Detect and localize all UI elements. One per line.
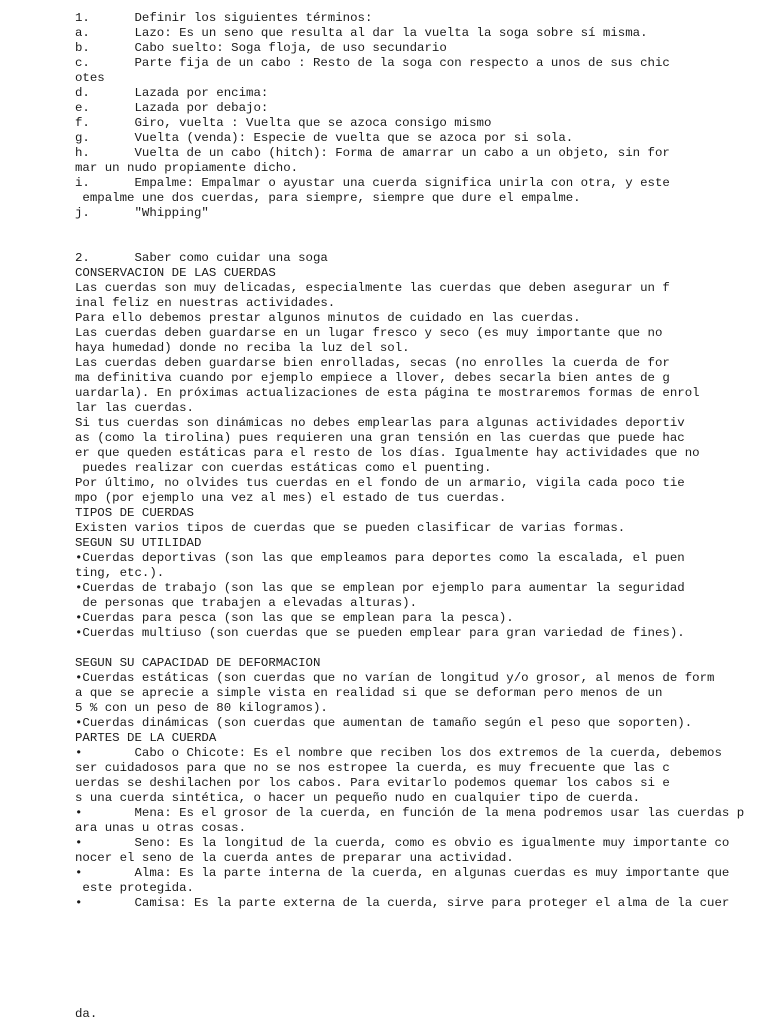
- blank-line: [75, 641, 765, 656]
- text-line: • Cabo o Chicote: Es el nombre que reciben los dos extremos de la cuerda, debemos: [75, 746, 722, 760]
- text-line: 5 % con un peso de 80 kilogramos).: [75, 701, 328, 715]
- blank-line: [75, 236, 765, 251]
- text-line: Por último, no olvides tus cuerdas en el fondo de un armario, vigila cada poco tie: [75, 476, 685, 490]
- text-line: a. Lazo: Es un seno que resulta al dar la vuelta la soga sobre sí misma.: [75, 26, 648, 40]
- text-line: 1. Definir los siguientes términos:: [75, 11, 373, 25]
- text-line: Para ello debemos prestar algunos minutos de cuidado en las cuerdas.: [75, 311, 581, 325]
- text-line: •Cuerdas para pesca (son las que se emplean para la pesca).: [75, 611, 514, 625]
- text-line: uardarla). En próximas actualizaciones de esta página te mostraremos formas de enrol: [75, 386, 700, 400]
- text-line: Las cuerdas son muy delicadas, especialmente las cuerdas que deben asegurar un f: [75, 281, 670, 295]
- text-line: nocer el seno de la cuerda antes de preparar una actividad.: [75, 851, 514, 865]
- text-line: Existen varios tipos de cuerdas que se pueden clasificar de varias formas.: [75, 521, 626, 535]
- text-line: Si tus cuerdas son dinámicas no debes emplearlas para algunas actividades deportiv: [75, 416, 685, 430]
- text-line: s una cuerda sintética, o hacer un pequeño nudo en cualquier tipo de cuerda.: [75, 791, 641, 805]
- page-tail-text: da.: [75, 1007, 98, 1021]
- text-line: TIPOS DE CUERDAS: [75, 506, 194, 520]
- text-line: SEGUN SU UTILIDAD: [75, 536, 202, 550]
- text-line: •Cuerdas estáticas (son cuerdas que no varían de longitud y/o grosor, al menos de form: [75, 671, 715, 685]
- text-line: •Cuerdas de trabajo (son las que se emplean por ejemplo para aumentar la seguridad: [75, 581, 685, 595]
- text-line: b. Cabo suelto: Soga floja, de uso secundario: [75, 41, 447, 55]
- text-line: 2. Saber como cuidar una soga: [75, 251, 328, 265]
- text-line: • Mena: Es el grosor de la cuerda, en función de la mena podremos usar las cuerdas p: [75, 806, 745, 820]
- text-line: de personas que trabajen a elevadas alturas).: [75, 596, 418, 610]
- text-line: as (como la tirolina) pues requieren una gran tensión en las cuerdas que puede hac: [75, 431, 685, 445]
- text-line: a que se aprecie a simple vista en realidad si que se deforman pero menos de un: [75, 686, 663, 700]
- document-body: [75, 11, 765, 911]
- text-line: f. Giro, vuelta : Vuelta que se azoca consigo mismo: [75, 116, 492, 130]
- text-line: • Alma: Es la parte interna de la cuerda, en algunas cuerdas es muy importante que: [75, 866, 730, 880]
- text-line: •Cuerdas multiuso (son cuerdas que se pueden emplear para gran variedad de fines).: [75, 626, 685, 640]
- text-line: •Cuerdas deportivas (son las que empleamos para deportes como la escalada, el puen: [75, 551, 685, 565]
- text-line: j. "Whipping": [75, 206, 209, 220]
- blank-line: [75, 221, 765, 236]
- text-line: h. Vuelta de un cabo (hitch): Forma de amarrar un cabo a un objeto, sin for: [75, 146, 670, 160]
- text-line: e. Lazada por debajo:: [75, 101, 269, 115]
- text-line: otes: [75, 71, 105, 85]
- text-line: PARTES DE LA CUERDA: [75, 731, 217, 745]
- text-line: er que queden estáticas para el resto de los días. Igualmente hay actividades que no: [75, 446, 700, 460]
- text-line: mar un nudo propiamente dicho.: [75, 161, 299, 175]
- text-line: CONSERVACION DE LAS CUERDAS: [75, 266, 276, 280]
- text-line: SEGUN SU CAPACIDAD DE DEFORMACION: [75, 656, 321, 670]
- text-line: ma definitiva cuando por ejemplo empiece a llover, debes secarla bien antes de g: [75, 371, 670, 385]
- text-line: Las cuerdas deben guardarse bien enrolladas, secas (no enrolles la cuerda de for: [75, 356, 670, 370]
- text-line: d. Lazada por encima:: [75, 86, 269, 100]
- text-line: c. Parte fija de un cabo : Resto de la soga con respecto a unos de sus chic: [75, 56, 670, 70]
- text-line: este protegida.: [75, 881, 194, 895]
- text-line: mpo (por ejemplo una vez al mes) el estado de tus cuerdas.: [75, 491, 507, 505]
- text-line: Las cuerdas deben guardarse en un lugar fresco y seco (es muy importante que no: [75, 326, 663, 340]
- text-line: •Cuerdas dinámicas (son cuerdas que aumentan de tamaño según el peso que soporten).: [75, 716, 693, 730]
- text-line: uerdas se deshilachen por los cabos. Para evitarlo podemos quemar los cabos si e: [75, 776, 670, 790]
- text-line: haya humedad) donde no reciba la luz del sol.: [75, 341, 410, 355]
- text-line: inal feliz en nuestras actividades.: [75, 296, 336, 310]
- text-line: • Seno: Es la longitud de la cuerda, como es obvio es igualmente muy importante co: [75, 836, 730, 850]
- text-line: puedes realizar con cuerdas estáticas como el puenting.: [75, 461, 492, 475]
- text-line: empalme une dos cuerdas, para siempre, siempre que dure el empalme.: [75, 191, 581, 205]
- text-line: lar las cuerdas.: [75, 401, 194, 415]
- text-line: • Camisa: Es la parte externa de la cuerda, sirve para proteger el alma de la cuer: [75, 896, 730, 910]
- text-line: g. Vuelta (venda): Especie de vuelta que se azoca por si sola.: [75, 131, 574, 145]
- text-line: ting, etc.).: [75, 566, 165, 580]
- text-line: i. Empalme: Empalmar o ayustar una cuerda significa unirla con otra, y este: [75, 176, 670, 190]
- text-line: ara unas u otras cosas.: [75, 821, 247, 835]
- text-line: ser cuidadosos para que no se nos estropee la cuerda, es muy frecuente que las c: [75, 761, 670, 775]
